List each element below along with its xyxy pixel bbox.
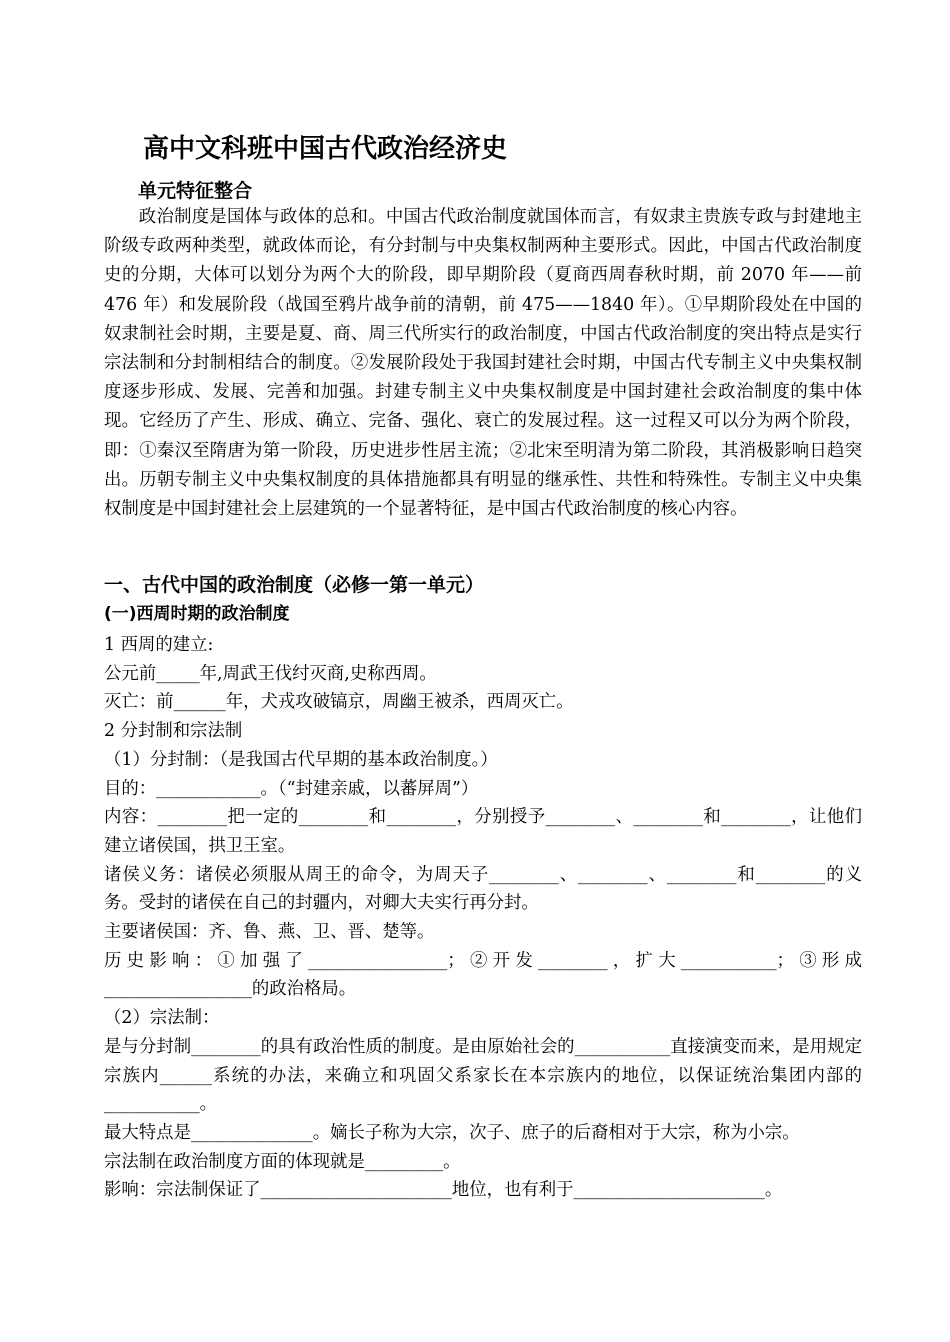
text-line: 主要诸侯国：齐、鲁、燕、卫、晋、楚等。	[104, 922, 435, 943]
document-title: 高中文科班中国古代政治经济史	[143, 134, 508, 164]
section-heading: 单元特征整合	[138, 180, 253, 202]
chapter-heading: 一、古代中国的政治制度（必修一第一单元）	[104, 574, 485, 596]
text-line: （2）宗法制：	[104, 1008, 220, 1029]
text-line: 灭亡：前______年，犬戎攻破镐京，周幽王被杀，西周灭亡。	[104, 692, 574, 713]
text-line: （1）分封制：（是我国古代早期的基本政治制度。）	[104, 749, 498, 770]
text-line: 影响：宗法制保证了______________________地位，也有利于______________________。	[104, 1180, 783, 1201]
text-line: 最大特点是______________。嫡长子称为大宗，次子、庶子的后裔相对于大宗，称为小宗。	[104, 1122, 800, 1143]
subsection-heading: (一)西周时期的政治制度	[104, 604, 290, 624]
intro-paragraph: 政治制度是国体与政体的总和。中国古代政治制度就国体而言，有奴隶主贵族专政与封建地主阶级专政两种类型，就政体而论，有分封制与中央集权制两种主要形式。因此，中国古代政治制度史的分期，大体可以划分为两个大的阶段，即早期阶段（夏商西周春秋时期，前 2070 年——前 476 年）和发展阶段（战国至鸦片战争前的清朝，前 475——1840 年）。①早期阶段处在中国的奴隶制社会时期，主要是夏、商、周三代所实行的政治制度，中国古代政治制度的突出特点是实行宗法制和分封制相结合的制度。②发展阶段处于我国封建社会时期，中国古代专制主义中央集权制度逐步形成、发展、完善和加强。封建专制主义中央集权制度是中国封建社会政治制度的集中体现。它经历了产生、形成、确立、完备、强化、衰亡的发展过程。这一过程又可以分为两个阶段，即：①秦汉至隋唐为第一阶段，历史进步性居主流；②北宋至明清为第二阶段，其消极影响日趋突出。历朝专制主义中央集权制度的具体措施都具有明显的继承性、共性和特殊性。专制主义中央集权制度是中国封建社会上层建筑的一个显著特征，是中国古代政治制度的核心内容。	[104, 207, 862, 520]
worksheet-body	[104, 631, 862, 1205]
text-line: 宗法制在政治制度方面的体现就是_________。	[104, 1151, 461, 1172]
text-line: 2 分封制和宗法制	[104, 721, 243, 742]
text-line: 是与分封制________的具有政治性质的制度。是由原始社会的___________直接演变而来，是用规定宗族内______系统的办法，来确立和巩固父系家长在本宗族内的地位，以保证统治集团内部的___________。	[104, 1036, 862, 1115]
text-line: 公元前_____年,周武王伐纣灭商,史称西周。	[104, 663, 437, 684]
text-line: 诸侯义务：诸侯必须服从周王的命令，为周天子________、________、________和________的义务。受封的诸侯在自己的封疆内，对卿大夫实行再分封。	[104, 864, 862, 914]
text-line: 内容：________把一定的________和________，分别授予________、________和________，让他们建立诸侯国，拱卫王室。	[104, 807, 862, 856]
text-line: 目的：____________。（“封建亲戚，以蕃屏周”）	[104, 778, 479, 799]
text-line: 历史影响：①加强了________________；②开发________，扩大___________；③形成_________________的政治格局。	[104, 950, 862, 1000]
text-line: 1 西周的建立:	[104, 635, 214, 655]
